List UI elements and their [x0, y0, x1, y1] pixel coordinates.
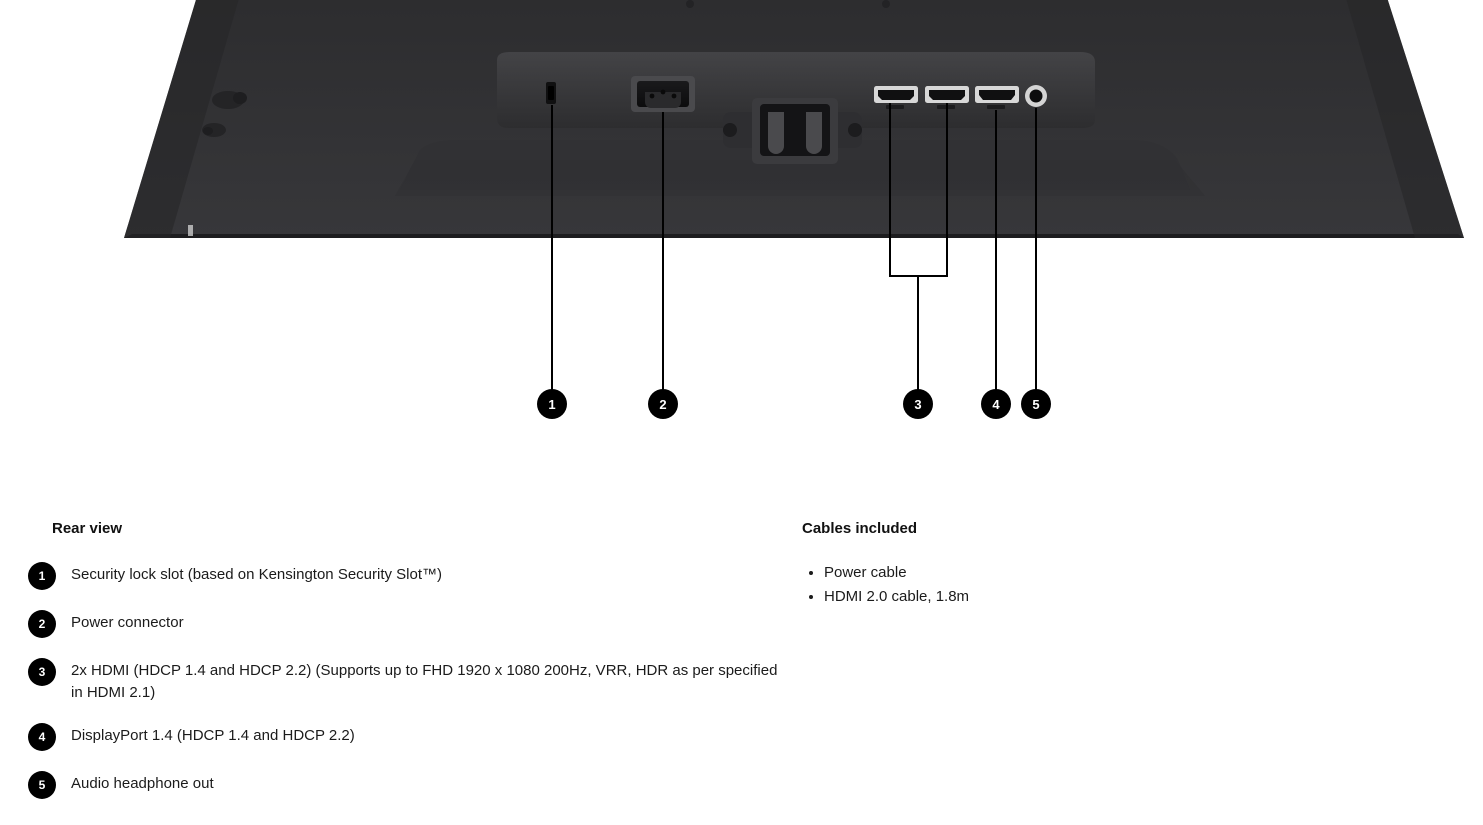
callout-badge-4 [981, 389, 1011, 419]
legend-text-2: Power connector [71, 614, 184, 631]
legend-text-1: Security lock slot (based on Kensington Security Slot™) [71, 566, 443, 583]
legend-number-4: 4 [28, 723, 56, 751]
list-item: • Power cable [824, 561, 1402, 584]
legend-number-3: 3 [28, 658, 56, 686]
callout-badge-3 [903, 389, 933, 419]
displayport-label [987, 105, 1005, 109]
legend-number-1: 1 [28, 562, 56, 590]
list-item [28, 722, 798, 752]
vent-detail [233, 92, 247, 104]
callout-badge-1-label: 1 [548, 396, 556, 412]
power-pin [650, 94, 655, 99]
legend-text-3: 2x HDMI (HDCP 1.4 and HDCP 2.2) (Supports up to FHD 1920 x 1080 200Hz, VRR, HDR as per specified in HDMI 2.1) [71, 662, 778, 701]
stand-latch-left [768, 112, 784, 154]
hdmi-port-2-cavity [929, 90, 965, 100]
legend-area [0, 520, 1483, 825]
callout-badge-3-label: 3 [914, 396, 922, 412]
mount-screw [723, 123, 737, 137]
cables-included-list [802, 561, 1402, 609]
callout-badge-2 [648, 389, 678, 419]
hdmi-port-1-cavity [878, 90, 914, 100]
list-item [28, 770, 798, 800]
security-lock-slot-inner [548, 86, 554, 100]
legend-number-2: 2 [28, 610, 56, 638]
legend-text-5: Audio headphone out [71, 774, 214, 792]
legend-number-5: 5 [28, 771, 56, 799]
callout-badge-4-label: 4 [992, 396, 1000, 412]
list-item [28, 561, 798, 591]
screw-mark [882, 0, 890, 8]
list-item [28, 609, 798, 639]
monitor-base-edge [124, 234, 1464, 238]
cables-included-title: Cables included [802, 520, 918, 537]
screw-mark [686, 0, 694, 8]
legend-text-4: DisplayPort 1.4 (HDCP 1.4 and HDCP 2.2) [71, 726, 355, 744]
list-item [28, 657, 798, 704]
power-pin [661, 90, 666, 95]
hdmi-port-1-label [886, 105, 904, 109]
callout-badge-2-label: 2 [659, 396, 667, 412]
audio-jack-hole [1030, 90, 1043, 103]
callout-badge-5 [1021, 389, 1051, 419]
rear-view-column [28, 520, 798, 818]
displayport-cavity [979, 90, 1015, 100]
cables-included-column [802, 520, 1402, 610]
callout-badge-5-label: 5 [1032, 396, 1040, 412]
power-pin [672, 94, 677, 99]
label-mark [188, 225, 193, 236]
mount-screw [848, 123, 862, 137]
vent-detail [203, 127, 213, 135]
rear-view-title: Rear view [52, 520, 123, 537]
stand-latch-right [806, 112, 822, 154]
callout-badge-1 [537, 389, 567, 419]
list-item: • HDMI 2.0 cable, 1.8m [824, 585, 1402, 608]
